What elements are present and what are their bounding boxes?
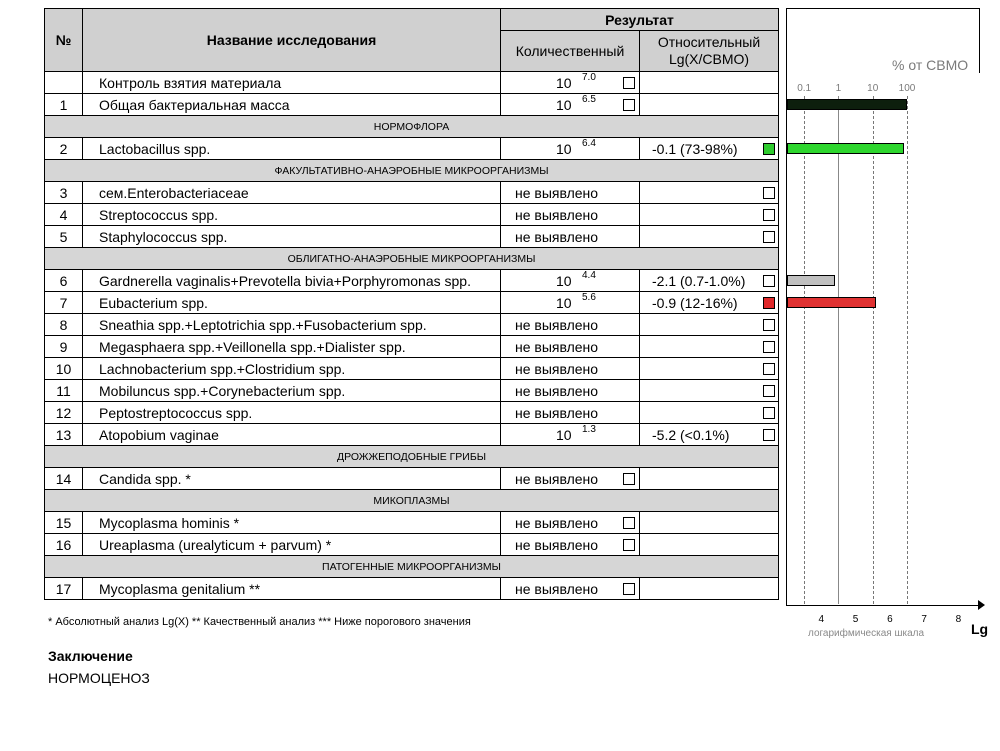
relative-value: -5.2 (<0.1%) [652,427,730,443]
qty-exponent: 1.3 [582,424,596,435]
row-number: 16 [45,534,83,556]
row-number: 13 [45,424,83,446]
conclusion-text: НОРМОЦЕНОЗ [48,670,150,686]
quantitative-cell [501,270,640,292]
qty-exponent: 5.6 [582,292,596,303]
table-row [45,468,779,490]
quantitative-cell [501,468,640,490]
relative-value: -2.1 (0.7-1.0%) [652,273,746,289]
test-name: Общая бактериальная масса [83,94,501,116]
quantitative-cell [501,226,640,248]
chart-bar [787,275,835,286]
test-name: Mobiluncus spp.+Corynebacterium spp. [83,380,501,402]
table-row [45,336,779,358]
relative-value: -0.1 (73-98%) [652,141,738,157]
qty-base: 10 [556,75,572,91]
test-name: Staphylococcus spp. [83,226,501,248]
test-name: Gardnerella vaginalis+Prevotella bivia+Porphyromonas spp. [83,270,501,292]
qty-text: не выявлено [515,515,599,531]
test-name: Sneathia spp.+Leptotrichia spp.+Fusobacterium spp. [83,314,501,336]
relative-status-box [763,341,775,353]
test-name: Peptostreptococcus spp. [83,402,501,424]
relative-status-box [763,385,775,397]
test-name: Контроль взятия материала [83,72,501,94]
relative-status-box [763,363,775,375]
percent-tick-label: 10 [867,83,879,94]
chart-bar [787,143,904,154]
percent-tick-label: 1 [835,83,842,94]
section-row [45,160,779,182]
qty-base: 10 [556,295,572,311]
relative-cell [640,468,779,490]
row-number: 14 [45,468,83,490]
relative-status-box [763,143,775,155]
qty-base: 10 [556,97,572,113]
qty-exponent: 6.5 [582,94,596,105]
lg-tick-label: 7 [921,614,927,625]
test-name: Megasphaera spp.+Veillonella spp.+Dialister spp. [83,336,501,358]
row-number: 11 [45,380,83,402]
qty-checkbox [623,99,635,111]
footnote: * Абсолютный анализ Lg(X) ** Качественный анализ *** Ниже порогового значения [48,616,471,628]
qty-text: не выявлено [515,185,599,201]
relative-cell [640,182,779,204]
qty-checkbox [623,517,635,529]
grid-line [804,96,805,604]
relative-cell [640,94,779,116]
lg-tick-label: 6 [887,614,893,625]
lg-tick-label: 4 [818,614,825,625]
table-row [45,72,779,94]
chart-bar [787,297,876,308]
relative-cell [640,512,779,534]
qty-text: не выявлено [515,581,599,597]
test-name: Lachnobacterium spp.+Clostridium spp. [83,358,501,380]
chart-frame-top [786,8,979,9]
relative-cell [640,402,779,424]
qty-exponent: 4.4 [582,270,596,281]
quantitative-cell [501,138,640,160]
table-row [45,138,779,160]
relative-cell [640,138,779,160]
qty-text: не выявлено [515,471,599,487]
row-number: 15 [45,512,83,534]
percent-tick-label: 0.1 [797,83,812,94]
quantitative-cell [501,314,640,336]
test-name: Atopobium vaginae [83,424,501,446]
table-row [45,578,779,600]
section-row [45,116,779,138]
table-row [45,402,779,424]
grid-line [907,96,908,604]
table-row [45,512,779,534]
test-name: Streptococcus spp. [83,204,501,226]
row-number: 10 [45,358,83,380]
grid-line [873,96,874,604]
qty-checkbox [623,473,635,485]
relative-status-box [763,297,775,309]
row-number: 2 [45,138,83,160]
qty-text: не выявлено [515,405,599,421]
qty-checkbox [623,77,635,89]
qty-text: не выявлено [515,361,599,377]
row-number: 17 [45,578,83,600]
section-row [45,248,779,270]
row-number: 1 [45,94,83,116]
table-row [45,424,779,446]
log-scale-caption: логарифмическая шкала [808,628,925,639]
chart-frame-right [979,8,980,73]
quantitative-cell [501,424,640,446]
conclusion-title: Заключение [48,648,133,664]
relative-cell [640,292,779,314]
row-number: 8 [45,314,83,336]
lg-unit-label: Lg [971,621,989,637]
bar-chart-panel [786,8,980,625]
percent-tick-label: 100 [898,83,916,94]
col-header-num: № [45,9,83,72]
relative-cell [640,358,779,380]
test-name: Ureaplasma (urealyticum + parvum) * [83,534,501,556]
qty-text: не выявлено [515,317,599,333]
relative-cell [640,578,779,600]
grid-line [838,96,839,604]
relative-cell [640,380,779,402]
qty-base: 10 [556,141,572,157]
quantitative-cell [501,182,640,204]
chart-bar [787,99,907,110]
test-name: Lactobacillus spp. [83,138,501,160]
table-row [45,204,779,226]
table-row [45,358,779,380]
section-title: ДРОЖЖЕПОДОБНЫЕ ГРИБЫ [45,446,779,468]
qty-checkbox [623,539,635,551]
relative-status-box [763,429,775,441]
col-header-result: Результат [501,9,779,31]
row-number: 9 [45,336,83,358]
table-row [45,94,779,116]
qty-text: не выявлено [515,537,599,553]
relative-status-box [763,275,775,287]
test-name: Candida spp. * [83,468,501,490]
relative-status-box [763,209,775,221]
col-header-relative: Относительный Lg(X/СВМО) [640,31,779,72]
relative-status-box [763,231,775,243]
quantitative-cell [501,72,640,94]
quantitative-cell [501,94,640,116]
relative-value: -0.9 (12-16%) [652,295,738,311]
quantitative-cell [501,512,640,534]
quantitative-cell [501,336,640,358]
row-number: 12 [45,402,83,424]
table-row [45,292,779,314]
test-name: Mycoplasma genitalium ** [83,578,501,600]
qty-base: 10 [556,427,572,443]
section-title: НОРМОФЛОРА [45,116,779,138]
table-row [45,182,779,204]
results-body [45,72,779,600]
chart-x-axis [786,605,982,606]
relative-cell [640,314,779,336]
quantitative-cell [501,358,640,380]
lg-tick-label: 5 [852,614,859,625]
row-number [45,72,83,94]
percent-axis-label: % от СВМО [892,57,969,73]
table-row [45,226,779,248]
relative-status-box [763,187,775,199]
relative-cell [640,270,779,292]
qty-base: 10 [556,273,572,289]
relative-status-box [763,407,775,419]
col-header-quantitative: Количественный [501,31,640,72]
section-title: ФАКУЛЬТАТИВНО-АНАЭРОБНЫЕ МИКРООРГАНИЗМЫ [45,160,779,182]
qty-exponent: 6.4 [582,138,596,149]
row-number: 4 [45,204,83,226]
section-row [45,490,779,512]
relative-cell [640,336,779,358]
qty-exponent: 7.0 [582,72,596,83]
qty-checkbox [623,583,635,595]
qty-text: не выявлено [515,383,599,399]
relative-cell [640,72,779,94]
section-title: МИКОПЛАЗМЫ [45,490,779,512]
quantitative-cell [501,380,640,402]
quantitative-cell [501,204,640,226]
qty-text: не выявлено [515,339,599,355]
qty-text: не выявлено [515,207,599,223]
lg-tick-label: 8 [955,614,962,625]
test-name: сем.Enterobacteriaceae [83,182,501,204]
row-number: 7 [45,292,83,314]
quantitative-cell [501,534,640,556]
qty-text: не выявлено [515,229,599,245]
table-row [45,534,779,556]
relative-cell [640,204,779,226]
section-title: ОБЛИГАТНО-АНАЭРОБНЫЕ МИКРООРГАНИЗМЫ [45,248,779,270]
relative-cell [640,226,779,248]
section-title: ПАТОГЕННЫЕ МИКРООРГАНИЗМЫ [45,556,779,578]
test-name: Mycoplasma hominis * [83,512,501,534]
table-row [45,380,779,402]
quantitative-cell [501,292,640,314]
row-number: 6 [45,270,83,292]
table-row [45,314,779,336]
results-table [44,8,779,600]
quantitative-cell [501,402,640,424]
test-name: Eubacterium spp. [83,292,501,314]
row-number: 5 [45,226,83,248]
section-row [45,446,779,468]
relative-status-box [763,319,775,331]
row-number: 3 [45,182,83,204]
x-axis-arrow-icon [978,600,985,610]
table-row [45,270,779,292]
relative-cell [640,424,779,446]
quantitative-cell [501,578,640,600]
relative-cell [640,534,779,556]
col-header-name: Название исследования [83,9,501,72]
section-row [45,556,779,578]
